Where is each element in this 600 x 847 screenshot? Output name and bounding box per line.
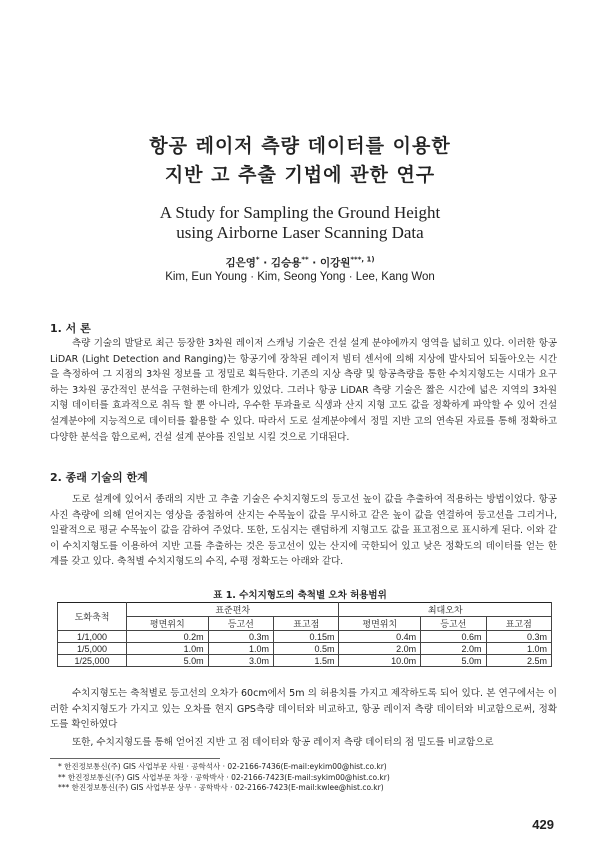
- table-header-row: [58, 603, 552, 617]
- value-cell: 2.0m: [421, 643, 486, 655]
- table-row: [58, 643, 552, 655]
- author-3-name: 이강원: [319, 257, 351, 269]
- footnote-2: ** 한진정보통신(주) GIS 사업부문 차장 · 공학박사 · 02-2166-7423(E-mail:sykim00@hist.co.kr): [58, 772, 390, 782]
- value-cell: 1.5m: [274, 655, 339, 667]
- korean-title-line-2: 지반 고 추출 기법에 관한 연구: [164, 164, 436, 186]
- sub-header: 표고점: [274, 617, 339, 631]
- scale-cell: 1/5,000: [58, 643, 127, 655]
- col-scale-header: 도화축척: [58, 603, 127, 631]
- footnote-1: * 한진정보통신(주) GIS 사업부문 사원 · 공학석사 · 02-2166-7436(E-mail:eykim00@hist.co.kr): [58, 762, 387, 771]
- paragraph-continued: 또한, 수치지형도를 통해 얻어진 지반 고 점 데이터와 항공 레이저 측량 데이터의 점 밀도를 비교함으로: [72, 737, 494, 748]
- value-cell: 5.0m: [127, 655, 209, 667]
- sub-header: 표고점: [486, 617, 551, 631]
- table-row: [58, 631, 552, 643]
- value-cell: 2.5m: [486, 655, 551, 667]
- scale-cell: 1/1,000: [58, 631, 127, 643]
- sub-header: 평면위치: [127, 617, 209, 631]
- author-2-name: 김승용: [270, 257, 302, 269]
- table-caption: 표 1. 수치지형도의 축척별 오차 허용범위: [213, 590, 387, 601]
- value-cell: 0.5m: [274, 643, 339, 655]
- value-cell: 0.6m: [421, 631, 486, 643]
- scale-cell: 1/25,000: [58, 655, 127, 667]
- error-tolerance-table: [57, 602, 552, 667]
- footnote-divider: [50, 758, 220, 759]
- group-std-dev-header: 표준편차: [127, 603, 339, 617]
- group-max-error-header: 최대오차: [339, 603, 552, 617]
- sub-header: 평면위치: [339, 617, 421, 631]
- value-cell: 0.15m: [274, 631, 339, 643]
- footnotes: [58, 762, 390, 794]
- section-2-heading: 2. 종래 기술의 한계: [50, 471, 148, 484]
- author-1-name: 김은영: [225, 257, 256, 269]
- value-cell: 10.0m: [339, 655, 421, 667]
- authors-korean: [0, 255, 600, 270]
- table-subheader-row: [58, 617, 552, 631]
- english-title-line-1: A Study for Sampling the Ground Height: [159, 203, 441, 222]
- author-separator: ·: [263, 257, 268, 269]
- section-1-heading: 1. 서 론: [50, 322, 91, 335]
- value-cell: 2.0m: [339, 643, 421, 655]
- authors-english: Kim, Eun Young · Kim, Seong Yong · Lee, Kang Won: [165, 271, 435, 283]
- value-cell: 3.0m: [208, 655, 273, 667]
- paragraph-after-table: 수치지형도는 축척별로 등고선의 오차가 60cm에서 5m 의 허용치를 가지고 제작하도록 되어 있다. 본 연구에서는 이러한 수치지형도가 가지고 있는 오차를 현지 GPS측량 데이터와 비교하고, 항공 레이저 측량 데이터와 비교함으로써, 정확도를 확인하였다: [50, 688, 557, 731]
- sub-header: 등고선: [208, 617, 273, 631]
- author-2-mark: **: [301, 255, 309, 264]
- value-cell: 1.0m: [127, 643, 209, 655]
- value-cell: 0.2m: [127, 631, 209, 643]
- value-cell: 5.0m: [421, 655, 486, 667]
- page-number: 429: [532, 817, 554, 832]
- value-cell: 1.0m: [208, 643, 273, 655]
- value-cell: 0.4m: [339, 631, 421, 643]
- section-1-body: 측량 기술의 발달로 최근 등장한 3차원 레이저 스캐닝 기술은 건설 설계 분야에까지 영역을 넓히고 있다. 이러한 항공 LiDAR (Light Detection and Ranging)는 항공기에 장착된 레이저 빔터 센서에 의해 지상에 발사되어 되돌아오는 시간을 측정하여 그 지점의 3차원 정보를 고 정밀로 획득한다. 기존의 지상 측량 및 항공측량을 통한 수치지형도는 시대가 요구하는 3차원 공간적인 분석을 구현하는데 한계가 있었다. 그러나 항공 LiDAR 측량 기술은 짧은 시간에 넓은 지역의 3차원 지형 데이터를 효과적으로 취득 할 뿐 아니라, 우수한 투과율로 식생과 산지 지형 고도 값을 정확하게 파악할 수 있어 건설 설계분야에 지능적으로 데이터를 활용할 수 있다. 따라서 도로 설계분야에서 정밀 지반 고의 연속된 자료를 통해 정확하고 다양한 분석을 함으로써, 건설 설계 분야를 진일보 시킬 것으로 기대된다.: [50, 338, 557, 443]
- english-title-line-2: using Airborne Laser Scanning Data: [176, 223, 424, 242]
- author-separator: ·: [312, 257, 317, 269]
- footnote-3: *** 한진정보통신(주) GIS 사업부문 상무 · 공학박사 · 02-2166-7423(E-mail:kwlee@hist.co.kr): [58, 783, 384, 793]
- section-2-body: 도로 설계에 있어서 종래의 지반 고 추출 기술은 수치지형도의 등고선 높이 값을 추출하여 적용하는 방법이었다. 항공사진 측량에 의해 얻어지는 영상을 중첩하여 산지는 수목높이 값을 무시하고 같은 높이 값을 연결하여 등고선을 그리거나, 일괄적으로 평균 수목높이 값을 감하여 주었다. 또한, 도심지는 랜덤하게 지형고도 값을 표고점으로 표시하게 된다. 이와 같이 수치지형도를 이용하여 지반 고를 추출하는 것은 등고선이 있는 산지에 국한되어 있고 낮은 정확도의 데이터를 얻는 한계를 갖고 있다. 축척별 수치지형도의 수직, 수평 정확도는 아래와 같다.: [50, 494, 557, 568]
- value-cell: 0.3m: [486, 631, 551, 643]
- value-cell: 1.0m: [486, 643, 551, 655]
- table-row: [58, 655, 552, 667]
- value-cell: 0.3m: [208, 631, 273, 643]
- sub-header: 등고선: [421, 617, 486, 631]
- author-1-mark: *: [255, 255, 260, 264]
- korean-title-line-1: 항공 레이저 측량 데이터를 이용한: [149, 135, 451, 157]
- author-3-mark: ***, 1): [350, 255, 375, 264]
